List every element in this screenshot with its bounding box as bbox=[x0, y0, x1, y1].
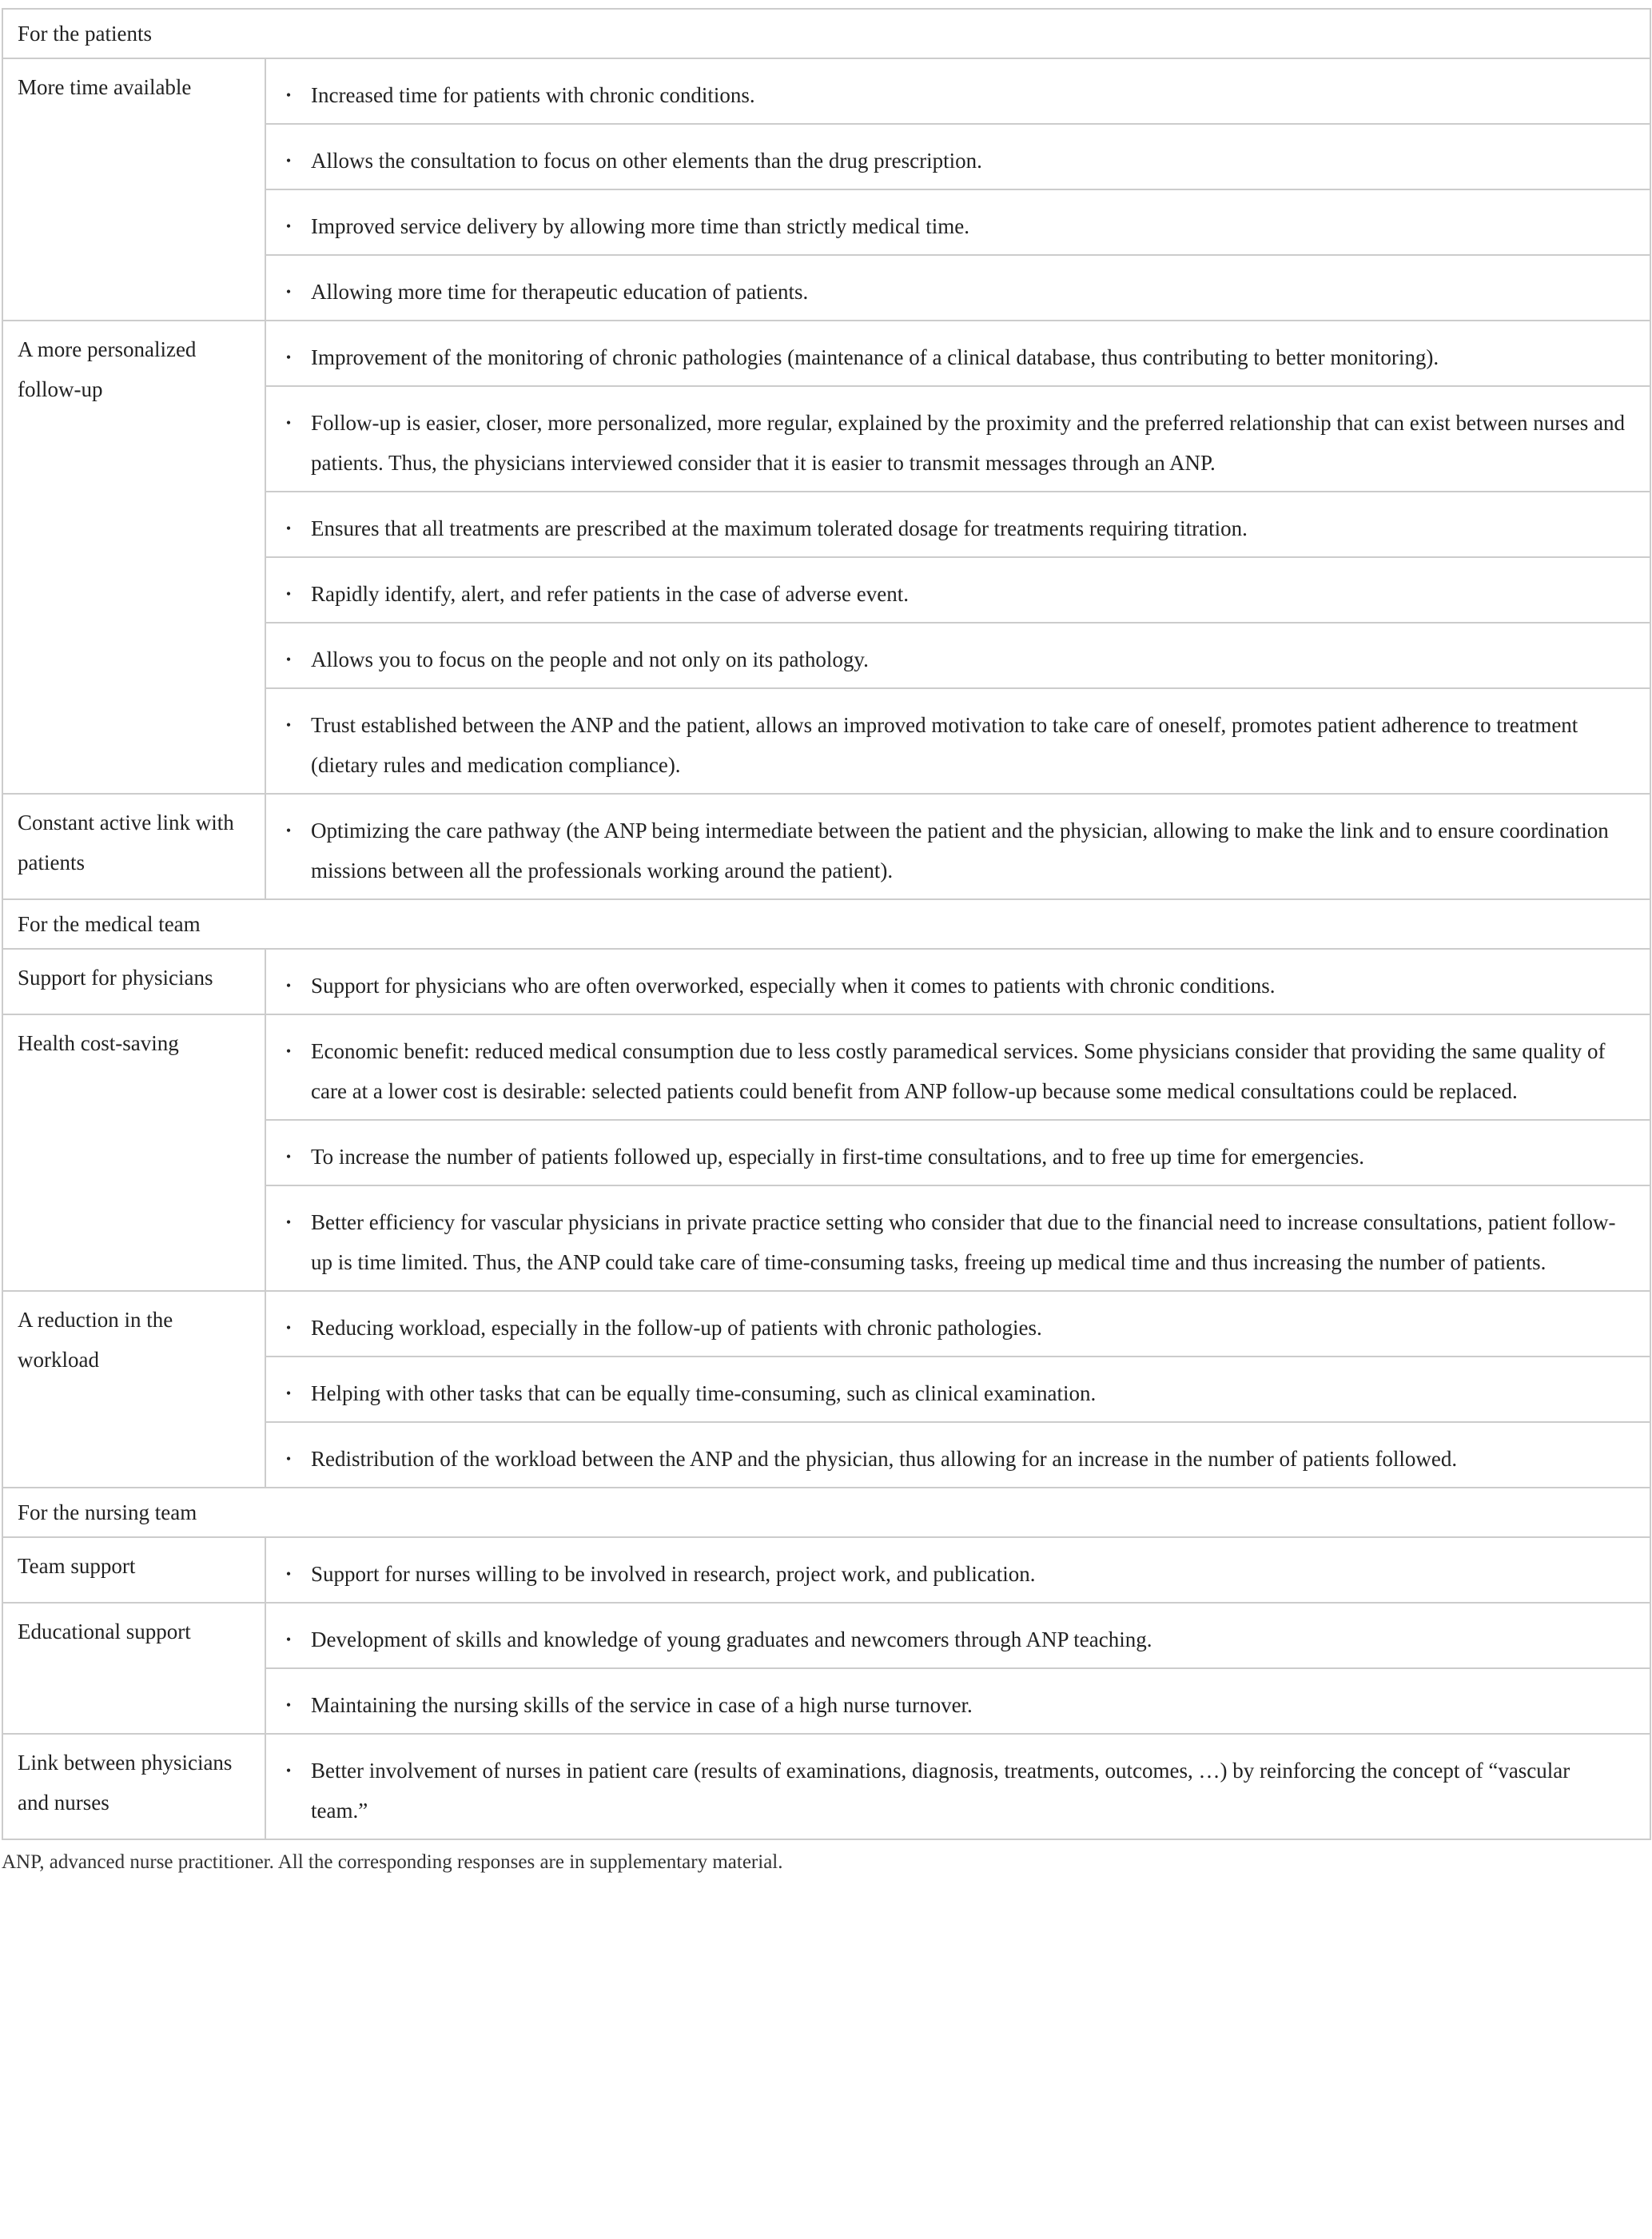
table-row bbox=[2, 1537, 1650, 1603]
section-header-row bbox=[2, 1488, 1650, 1537]
table-row bbox=[2, 321, 1650, 794]
bullet-icon: • bbox=[285, 1697, 292, 1713]
points-cell bbox=[265, 1291, 1650, 1488]
points-cell bbox=[265, 794, 1650, 899]
list-item bbox=[266, 1356, 1650, 1421]
point-text: Improved service delivery by allowing more time than strictly medical time. bbox=[311, 214, 970, 238]
list-item bbox=[266, 1604, 1650, 1667]
points-cell bbox=[265, 321, 1650, 794]
list-item bbox=[266, 1185, 1650, 1290]
category-cell: Constant active link with patients bbox=[2, 794, 265, 899]
list-item bbox=[266, 321, 1650, 385]
point-text: Increased time for patients with chronic conditions. bbox=[311, 83, 755, 107]
table-footnote: ANP, advanced nurse practitioner. All the corresponding responses are in supplementary material. bbox=[2, 1851, 783, 1873]
section-title: For the medical team bbox=[2, 899, 1650, 949]
bullet-icon: • bbox=[285, 717, 292, 733]
section-title: For the nursing team bbox=[2, 1488, 1650, 1537]
table-row bbox=[2, 1734, 1650, 1839]
point-text: Better efficiency for vascular physicians in private practice setting who consider that due to the financial need to increase consultations, patient follow-up is time limited. Thus, the ANP could take care of time-consuming tasks, freeing up medical time and thus increasing the number of patients. bbox=[311, 1210, 1616, 1274]
bullet-icon: • bbox=[285, 520, 292, 536]
list-item bbox=[266, 1119, 1650, 1185]
point-text: Allows you to focus on the people and not only on its pathology. bbox=[311, 647, 869, 671]
point-text: Development of skills and knowledge of young graduates and newcomers through ANP teaching. bbox=[311, 1627, 1152, 1651]
bullet-icon: • bbox=[285, 651, 292, 667]
point-text: Redistribution of the workload between the ANP and the physician, thus allowing for an increase in the number of patients followed. bbox=[311, 1447, 1458, 1471]
table-row bbox=[2, 1291, 1650, 1488]
point-text: Better involvement of nurses in patient care (results of examinations, diagnosis, treatments, outcomes, …) by reinforcing the concept of “vascular team.” bbox=[311, 1759, 1570, 1823]
bullet-icon: • bbox=[285, 1451, 292, 1467]
list-item bbox=[266, 1538, 1650, 1602]
list-item bbox=[266, 1667, 1650, 1733]
list-item bbox=[266, 491, 1650, 556]
point-text: Maintaining the nursing skills of the service in case of a high nurse turnover. bbox=[311, 1693, 973, 1717]
point-text: Support for physicians who are often overworked, especially when it comes to patients with chronic conditions. bbox=[311, 974, 1276, 998]
points-cell bbox=[265, 1014, 1650, 1291]
table-row bbox=[2, 949, 1650, 1014]
category-cell: More time available bbox=[2, 58, 265, 321]
bullet-icon: • bbox=[285, 1214, 292, 1230]
list-item bbox=[266, 385, 1650, 491]
document bbox=[0, 8, 1652, 1878]
point-text: Allowing more time for therapeutic education of patients. bbox=[311, 280, 809, 304]
bullet-icon: • bbox=[285, 153, 292, 169]
point-text: Helping with other tasks that can be equally time-consuming, such as clinical examination. bbox=[311, 1381, 1097, 1405]
bullet-icon: • bbox=[285, 586, 292, 602]
list-item bbox=[266, 1292, 1650, 1356]
category-cell: Link between physicians and nurses bbox=[2, 1734, 265, 1839]
bullet-icon: • bbox=[285, 1320, 292, 1336]
point-text: Follow-up is easier, closer, more personalized, more regular, explained by the proximity and the preferred relationship that can exist between nurses and patients. Thus, the physicians interviewed consider that it is easier to transmit messages through an ANP. bbox=[311, 411, 1625, 475]
point-text: Optimizing the care pathway (the ANP being intermediate between the patient and the physician, allowing to make the link and to ensure coordination missions between all the professionals working around the patient). bbox=[311, 819, 1609, 882]
benefits-table bbox=[2, 8, 1651, 1840]
points-cell bbox=[265, 949, 1650, 1014]
table-row bbox=[2, 1603, 1650, 1734]
points-cell bbox=[265, 1603, 1650, 1734]
points-cell bbox=[265, 1537, 1650, 1603]
bullet-icon: • bbox=[285, 218, 292, 234]
point-text: Rapidly identify, alert, and refer patients in the case of adverse event. bbox=[311, 582, 909, 606]
point-text: Trust established between the ANP and the patient, allows an improved motivation to take care of oneself, promotes patient adherence to treatment (dietary rules and medication compliance). bbox=[311, 713, 1578, 777]
list-item bbox=[266, 1421, 1650, 1487]
list-item bbox=[266, 254, 1650, 320]
point-text: Allows the consultation to focus on other elements than the drug prescription. bbox=[311, 149, 982, 173]
list-item bbox=[266, 687, 1650, 793]
bullet-icon: • bbox=[285, 284, 292, 300]
category-cell: A more personalized follow-up bbox=[2, 321, 265, 794]
list-item bbox=[266, 950, 1650, 1014]
points-cell bbox=[265, 1734, 1650, 1839]
section-header-row bbox=[2, 899, 1650, 949]
category-cell: A reduction in the workload bbox=[2, 1291, 265, 1488]
points-cell bbox=[265, 58, 1650, 321]
bullet-icon: • bbox=[285, 1043, 292, 1059]
bullet-icon: • bbox=[285, 1566, 292, 1582]
point-text: Improvement of the monitoring of chronic pathologies (maintenance of a clinical database, thus contributing to better monitoring). bbox=[311, 345, 1439, 369]
list-item bbox=[266, 795, 1650, 898]
table-row bbox=[2, 794, 1650, 899]
list-item bbox=[266, 556, 1650, 622]
list-item bbox=[266, 1015, 1650, 1119]
category-cell: Educational support bbox=[2, 1603, 265, 1734]
bullet-icon: • bbox=[285, 1763, 292, 1779]
category-cell: Team support bbox=[2, 1537, 265, 1603]
bullet-icon: • bbox=[285, 823, 292, 839]
list-item bbox=[266, 59, 1650, 123]
list-item bbox=[266, 189, 1650, 254]
table-body bbox=[2, 9, 1650, 1839]
point-text: Reducing workload, especially in the follow-up of patients with chronic pathologies. bbox=[311, 1316, 1042, 1340]
table-row bbox=[2, 58, 1650, 321]
bullet-icon: • bbox=[285, 1631, 292, 1647]
list-item bbox=[266, 123, 1650, 189]
bullet-icon: • bbox=[285, 415, 292, 431]
list-item bbox=[266, 1735, 1650, 1839]
bullet-icon: • bbox=[285, 87, 292, 103]
section-header-row bbox=[2, 9, 1650, 58]
list-item bbox=[266, 622, 1650, 687]
section-title: For the patients bbox=[2, 9, 1650, 58]
bullet-icon: • bbox=[285, 349, 292, 365]
point-text: Ensures that all treatments are prescribed at the maximum tolerated dosage for treatments requiring titration. bbox=[311, 516, 1248, 540]
point-text: Economic benefit: reduced medical consumption due to less costly paramedical services. Some physicians consider that providing the same quality of care at a lower cost is desirable: selected patients could benefit from ANP follow-up because some medical consultations could be replaced. bbox=[311, 1039, 1606, 1103]
bullet-icon: • bbox=[285, 978, 292, 994]
category-cell: Health cost-saving bbox=[2, 1014, 265, 1291]
point-text: Support for nurses willing to be involved in research, project work, and publication. bbox=[311, 1562, 1036, 1586]
bullet-icon: • bbox=[285, 1149, 292, 1165]
point-text: To increase the number of patients followed up, especially in first-time consultations, and to free up time for emergencies. bbox=[311, 1145, 1364, 1169]
table-row bbox=[2, 1014, 1650, 1291]
category-cell: Support for physicians bbox=[2, 949, 265, 1014]
bullet-icon: • bbox=[285, 1385, 292, 1401]
